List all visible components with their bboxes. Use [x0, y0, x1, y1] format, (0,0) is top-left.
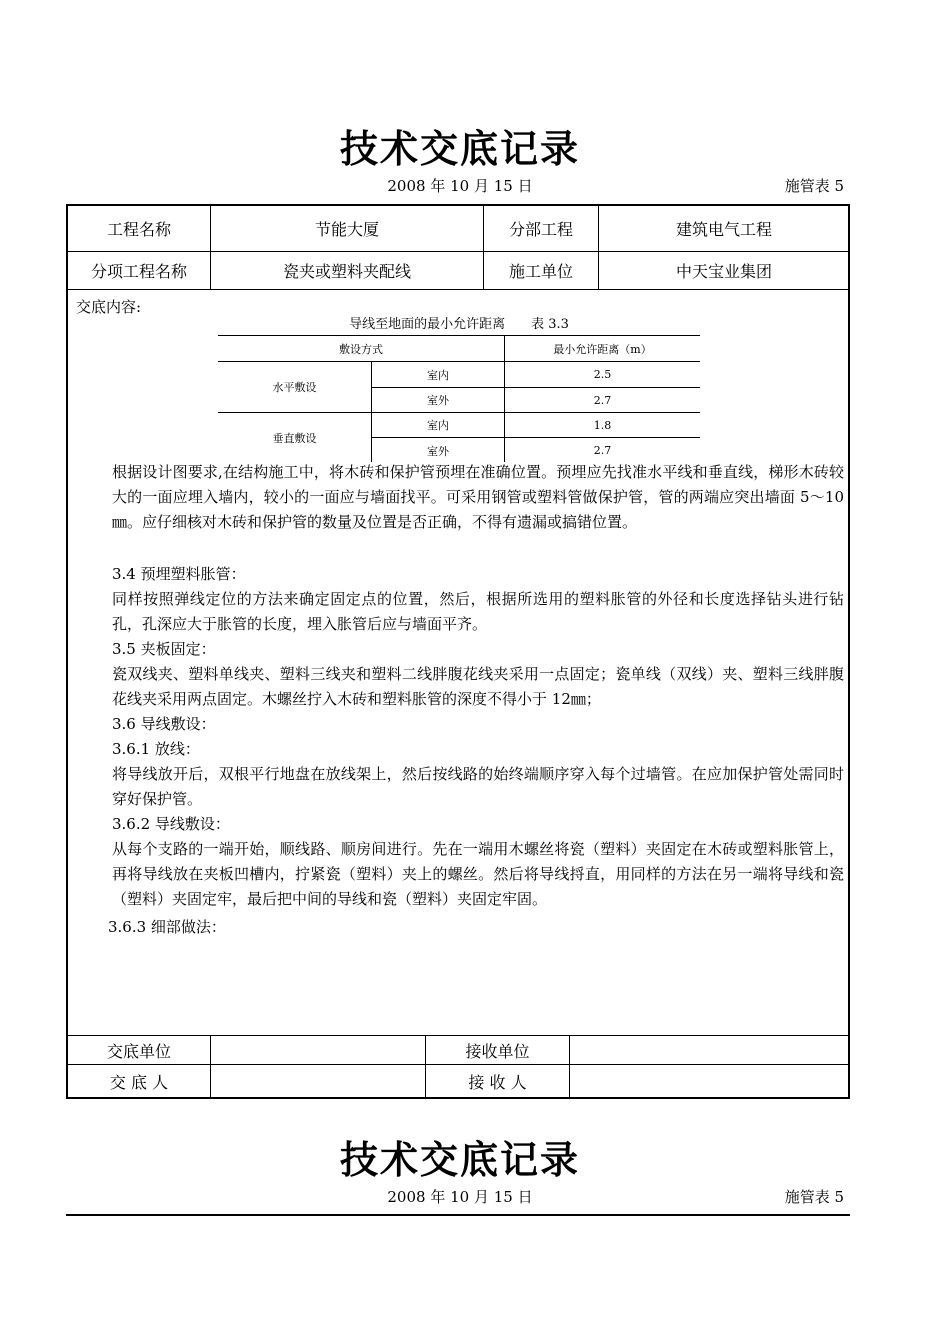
- second-document-title: 技术交底记录: [339, 1138, 580, 1182]
- value-subproject-name: 瓷夹或塑料夹配线: [282, 262, 411, 281]
- distance-table-value: 2.7: [593, 444, 612, 457]
- paragraph-3-5: 瓷双线夹、塑料单线夹、塑料三线夹和塑料二线胖腹花线夹采用一点固定；瓷单线（双线）夹、塑料三线胖腹花线夹采用两点固定。木螺丝拧入木砖和塑料胀管的深度不得小于 12㎜；: [112, 665, 844, 708]
- value-division: 建筑电气工程: [675, 220, 772, 239]
- distance-table-place: 室内: [427, 368, 449, 382]
- label-discloser: 交 底 人: [109, 1073, 169, 1092]
- distance-table-header-distance: 最小允许距离（m）: [553, 342, 652, 356]
- form-number: 施管表 5: [784, 177, 844, 195]
- paragraph-3-6-2: 从每个支路的一端开始，顺线路、顺房间进行。先在一端用木螺丝将瓷（塑料）夹固定在木砖或塑料胀管上，再将导线放在夹板凹槽内，拧紧瓷（塑料）夹上的螺丝。然后将导线捋直，用同样的方法在另一端将导线和瓷（塑料）夹固定牢，最后把中间的导线和瓷（塑料）夹固定牢固。: [112, 840, 844, 908]
- label-receiving-unit: 接收单位: [465, 1041, 530, 1061]
- distance-table-title: 导线至地面的最小允许距离 表 3.3: [349, 317, 569, 332]
- value-project-name: 节能大厦: [314, 220, 379, 239]
- label-division: 分部工程: [508, 220, 573, 239]
- distance-table-header-method: 敷设方式: [339, 342, 383, 356]
- heading-3-6-1: 3.6.1 放线：: [112, 740, 200, 758]
- heading-3-6-3: 3.6.3 细部做法：: [108, 918, 226, 936]
- distance-table-place: 室外: [427, 394, 449, 407]
- distance-table-place: 室外: [427, 444, 449, 458]
- distance-table-value: 2.7: [593, 393, 612, 407]
- label-receiver: 接 收 人: [468, 1073, 527, 1092]
- second-page-top-border: [66, 1214, 850, 1216]
- label-subproject-name: 分项工程名称: [90, 262, 187, 281]
- content-label: 交底内容:: [76, 298, 142, 316]
- heading-3-5: 3.5 夹板固定：: [112, 640, 216, 658]
- document-title: 技术交底记录: [339, 127, 580, 171]
- value-disclosing-unit: [211, 1036, 425, 1064]
- distance-table-group: 水平敷设: [272, 381, 317, 394]
- value-discloser: [211, 1065, 425, 1098]
- value-receiving-unit: [570, 1036, 849, 1064]
- paragraph-intro: 根据设计图要求,在结构施工中，将木砖和保护管预埋在准确位置。预埋应先找准水平线和垂直线，梯形木砖较大的一面应埋入墙内，较小的一面应与墙面找平。可采用钢管或塑料管做保护管，管的两端应突出墙面 5～10㎜。应仔细核对木砖和保护管的数量及位置是否正确，不得有遗漏或搞错位置。: [112, 463, 844, 531]
- heading-3-6: 3.6 导线敷设：: [112, 715, 216, 733]
- label-contractor: 施工单位: [508, 262, 573, 281]
- distance-table-value: 1.8: [593, 418, 612, 432]
- distance-table-place: 室内: [427, 419, 449, 432]
- paragraph-3-4: 同样按照弹线定位的方法来确定固定点的位置，然后，根据所选用的塑料胀管的外径和长度选择钻头进行钻孔，孔深应大于胀管的长度，埋入胀管后应与墙面平齐。: [112, 590, 844, 633]
- second-form-number: 施管表 5: [784, 1188, 844, 1206]
- value-receiver: [570, 1065, 849, 1098]
- heading-3-4: 3.4 预埋塑料胀管：: [112, 565, 246, 583]
- document-date: 2008 年 10 月 15 日: [387, 177, 533, 195]
- row-divider: [66, 289, 850, 290]
- label-disclosing-unit: 交底单位: [106, 1041, 171, 1061]
- distance-table-group: 垂直敷设: [272, 432, 317, 445]
- heading-3-6-2: 3.6.2 导线敷设：: [112, 815, 230, 833]
- value-contractor: 中天宝业集团: [675, 262, 772, 281]
- label-project-name: 工程名称: [106, 220, 171, 239]
- second-document-date: 2008 年 10 月 15 日: [387, 1188, 533, 1206]
- distance-table-value: 2.5: [593, 368, 612, 381]
- paragraph-3-6-1: 将导线放开后，双根平行地盘在放线架上，然后按线路的始终端顺序穿入每个过墙管。在应加保护管处需同时穿好保护管。: [112, 765, 844, 808]
